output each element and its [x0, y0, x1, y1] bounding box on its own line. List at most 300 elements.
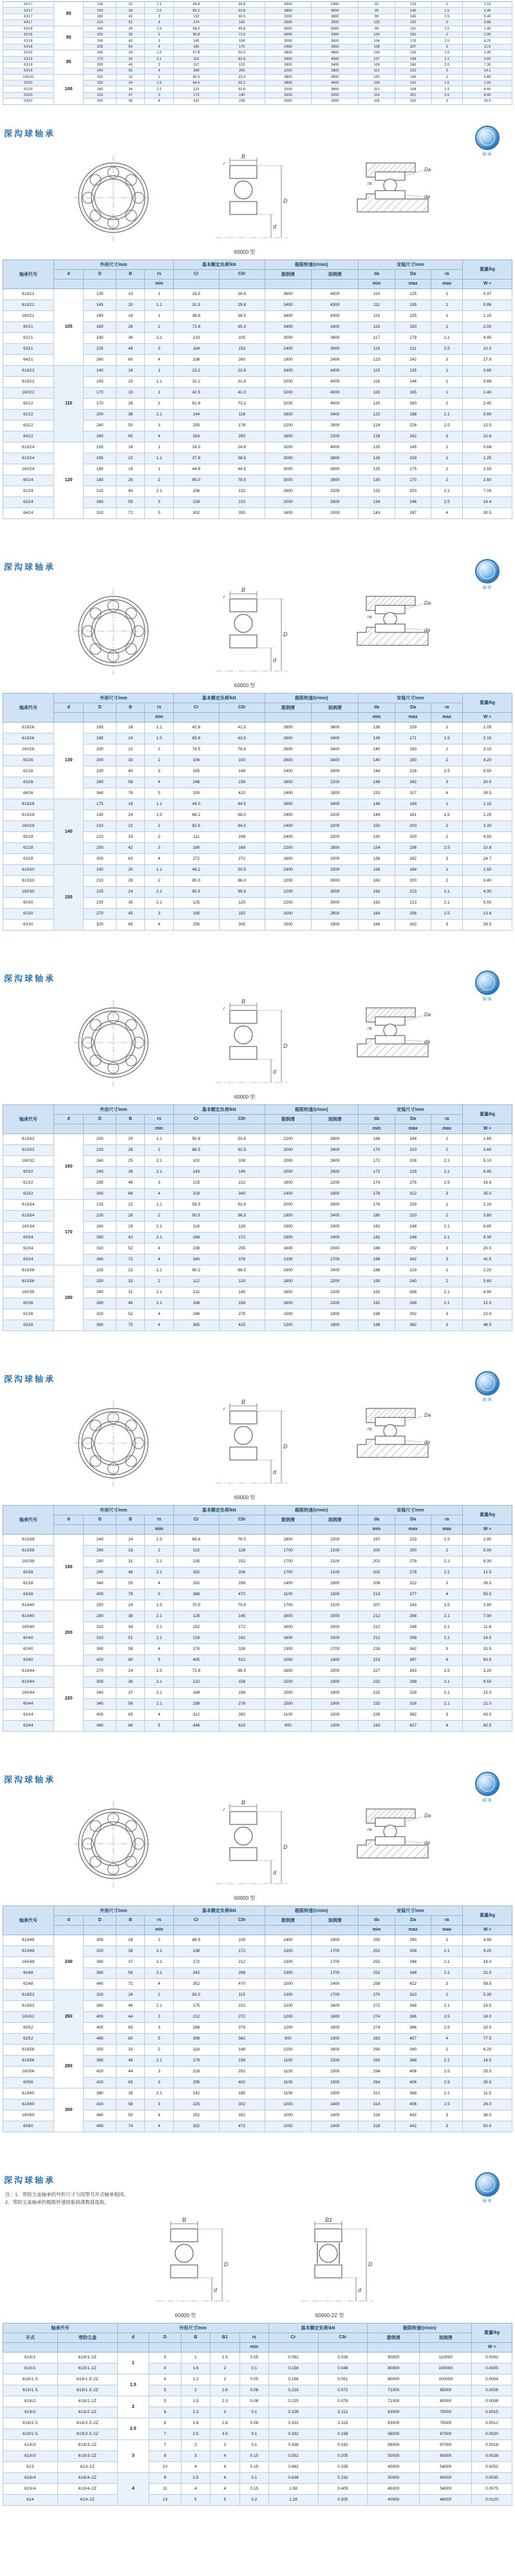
col-subheader: [3, 2342, 58, 2352]
value-cell: 22.6: [463, 431, 512, 442]
value-cell: 14.1: [463, 68, 512, 74]
value-cell: 2200: [265, 886, 312, 897]
value-cell: 4300: [312, 365, 359, 376]
value-cell: 115: [173, 1545, 219, 1556]
value-cell: 228: [395, 1166, 431, 1177]
value-cell: 275: [219, 1309, 265, 1320]
value-cell: 1.28: [268, 2494, 318, 2505]
value-cell: 24: [116, 26, 145, 32]
col-header-grease: 脂润滑: [265, 1114, 312, 1124]
value-cell: 49.8: [219, 26, 265, 32]
col-header-d: d: [53, 703, 84, 712]
bearing-code-cell: 6248: [3, 1978, 54, 1989]
col-subheader: [173, 1524, 219, 1534]
value-cell: 1200: [265, 1320, 312, 1331]
mounting-dimensions-figure: [334, 996, 444, 1101]
value-cell: 5: [145, 2033, 174, 2044]
value-cell: 378: [219, 1254, 265, 1265]
col-header-rs: rs: [145, 1515, 174, 1524]
value-cell: 16.5: [463, 2055, 512, 2066]
value-cell: 180: [84, 14, 117, 19]
bearing-code-cell: 6319: [3, 62, 54, 68]
col-subheader-max: max: [431, 1524, 463, 1534]
value-cell: 2.1: [431, 1166, 463, 1177]
dim-label-B: B: [182, 2216, 187, 2223]
value-cell: 2.1: [145, 1298, 174, 1309]
value-cell: 1700: [265, 1545, 312, 1556]
value-cell: 45: [116, 62, 145, 68]
dim-label-d: d: [273, 1468, 277, 1475]
col-header-da: da: [359, 1515, 395, 1524]
value-cell: 31.8: [219, 376, 265, 387]
value-cell: 2: [431, 1210, 463, 1221]
value-cell: 348: [395, 1956, 431, 1967]
value-cell: 113: [359, 68, 395, 74]
value-cell: 1.15: [463, 2, 512, 8]
table-row: [3, 722, 512, 733]
value-cell: 2: [145, 32, 174, 37]
value-cell: 8.50: [463, 1676, 512, 1687]
bearing-code-cell: 624: [3, 2494, 58, 2505]
value-cell: 186: [395, 62, 431, 68]
value-cell: 340: [395, 2044, 431, 2055]
value-cell: 340: [84, 788, 117, 799]
value-cell: 4: [145, 1254, 174, 1265]
value-cell: 238: [219, 2055, 265, 2066]
value-cell: 377: [395, 1589, 431, 1600]
value-cell: 128: [219, 1545, 265, 1556]
value-cell: 2.1: [145, 1567, 174, 1578]
value-cell: 262: [395, 431, 431, 442]
col-group-dimensions: 外形尺寸/mm: [118, 2323, 269, 2333]
value-cell: 166: [395, 14, 431, 19]
value-cell: 160: [395, 398, 431, 409]
value-cell: 252: [359, 1956, 395, 1967]
value-cell: 8.90: [463, 1287, 512, 1298]
page-title: 深沟球轴承: [4, 562, 56, 572]
table-header: [3, 260, 512, 289]
value-cell: 24: [116, 1600, 145, 1611]
col-subheader: [265, 1124, 312, 1133]
value-cell: 0.432: [268, 2429, 318, 2439]
value-cell: 28: [116, 1144, 145, 1155]
col-header-oil: 油润滑: [312, 1915, 359, 1925]
value-cell: 1: [145, 442, 174, 453]
value-cell: 2.5: [431, 2066, 463, 2077]
value-cell: 60000: [420, 2450, 472, 2461]
bearing-code-cell: 61844: [3, 1665, 54, 1676]
value-cell: 133: [173, 332, 219, 343]
dim-label-Da: Da: [424, 1412, 431, 1418]
value-cell: 92.0: [173, 1989, 219, 2000]
value-cell: 64.5: [173, 80, 219, 86]
value-cell: 48.5: [463, 1320, 512, 1331]
value-cell: 170: [84, 56, 117, 62]
value-cell: 2600: [265, 486, 312, 497]
value-cell: 470: [219, 1589, 265, 1600]
value-cell: 178: [395, 332, 431, 343]
value-cell: 60: [116, 354, 145, 365]
value-cell: 2: [431, 820, 463, 831]
table-row: [3, 2450, 512, 2461]
value-cell: 32.2: [173, 376, 219, 387]
value-cell: 35.0: [463, 1188, 512, 1199]
value-cell: 0.1: [240, 2407, 269, 2418]
value-cell: 292: [359, 2055, 395, 2066]
value-cell: 0.1: [240, 2429, 269, 2439]
bore-diameter-cell: 2: [118, 2396, 149, 2418]
value-cell: 310: [84, 1622, 117, 1633]
mounting-dimensions-figure: [334, 1397, 444, 1501]
value-cell: 46: [116, 2055, 145, 2066]
value-cell: 123: [359, 354, 395, 365]
diagram-area: [3, 1791, 512, 1902]
value-cell: 2: [431, 1144, 463, 1155]
value-cell: 4: [145, 44, 174, 50]
col-header-ra: ra: [431, 269, 463, 279]
col-header-Cr: Cr: [173, 1114, 219, 1124]
value-cell: 250: [84, 1276, 117, 1287]
value-cell: 128: [219, 1221, 265, 1232]
value-cell: 78: [116, 788, 145, 799]
value-cell: 3: [431, 1254, 463, 1265]
value-cell: 0.0015: [472, 2407, 512, 2418]
bearing-code-cell: 16056: [3, 2066, 54, 2077]
value-cell: 1500: [265, 919, 312, 930]
value-cell: 2000: [312, 1611, 359, 1622]
col-subheader: [219, 1124, 265, 1133]
value-cell: 262: [173, 1578, 219, 1589]
catalog-section: [3, 972, 512, 1331]
value-cell: 512: [219, 1654, 265, 1665]
value-cell: 6.25: [463, 38, 512, 44]
dim-label-B: B: [241, 586, 246, 593]
value-cell: 1400: [265, 1578, 312, 1589]
value-cell: 2000: [312, 1622, 359, 1633]
figure-caption: 60000 型: [234, 1094, 256, 1100]
value-cell: 145: [84, 50, 117, 56]
value-cell: 252: [359, 1946, 395, 1956]
dim-label-D: D: [283, 1443, 288, 1450]
value-cell: 3: [145, 2066, 174, 2077]
col-subheader: [219, 1524, 265, 1534]
dim-label-D: D: [283, 1042, 288, 1049]
value-cell: 135: [395, 365, 431, 376]
value-cell: 4: [431, 2033, 463, 2044]
value-cell: 6: [149, 2418, 182, 2429]
bearing-cross-section-figure: [190, 1397, 299, 1501]
value-cell: 4: [145, 354, 174, 365]
value-cell: 24: [116, 80, 145, 86]
value-cell: 298: [395, 1633, 431, 1643]
col-group-limiting-speed: 极限转速/(r/min): [265, 1104, 359, 1114]
value-cell: 215: [84, 92, 117, 98]
bore-diameter-cell: 90: [53, 26, 84, 50]
value-cell: 1: [145, 74, 174, 80]
value-cell: 294: [359, 2077, 395, 2088]
value-cell: 168: [219, 842, 265, 853]
value-cell: 31.5: [173, 299, 219, 310]
value-cell: 150: [84, 376, 117, 387]
value-cell: 170: [84, 387, 117, 398]
value-cell: 328: [219, 1643, 265, 1654]
col-header-weight: 重量/kg: [463, 1104, 512, 1124]
value-cell: 157: [173, 62, 219, 68]
value-cell: 2.1: [431, 486, 463, 497]
value-cell: 0.158: [268, 2374, 318, 2385]
col-header-B1: B1: [210, 2333, 240, 2342]
value-cell: 144: [395, 376, 431, 387]
value-cell: 22: [116, 744, 145, 755]
value-cell: 184: [173, 343, 219, 354]
value-cell: 280: [84, 1287, 117, 1298]
value-cell: 298: [219, 1967, 265, 1978]
dim-label-ra: ra: [368, 1026, 372, 1031]
value-cell: 19: [116, 387, 145, 398]
bearing-code-cell: 618/2.5-2Z: [57, 2418, 117, 2429]
value-cell: 2800: [312, 842, 359, 853]
value-cell: 68.2: [173, 810, 219, 820]
value-cell: 210: [84, 20, 117, 26]
value-cell: 18: [116, 799, 145, 810]
bearing-code-cell: 619/4-2Z: [57, 2483, 117, 2494]
catalog-section-continued: [3, 1, 512, 105]
col-header-d: d: [53, 269, 84, 279]
value-cell: 65: [116, 919, 145, 930]
value-cell: 298: [395, 1622, 431, 1633]
value-cell: 2.5: [431, 2011, 463, 2022]
value-cell: 65: [116, 2022, 145, 2033]
value-cell: 20: [116, 376, 145, 387]
value-cell: 437: [395, 1720, 431, 1731]
dim-label-d: d: [273, 223, 277, 230]
value-cell: 38: [116, 1676, 145, 1687]
value-cell: 3: [431, 2110, 463, 2121]
value-cell: 12.5: [463, 1567, 512, 1578]
col-subheader: [118, 2342, 149, 2352]
value-cell: 202: [359, 1556, 395, 1567]
bearing-code-cell: 16024: [3, 464, 54, 475]
value-cell: 2.1: [431, 1687, 463, 1698]
bore-diameter-cell: 4: [118, 2472, 149, 2505]
value-cell: 4: [145, 2121, 174, 2132]
value-cell: 2.1: [431, 1298, 463, 1309]
value-cell: 20.5: [463, 1243, 512, 1254]
col-subheader: [265, 1925, 312, 1935]
value-cell: 44: [116, 2011, 145, 2022]
value-cell: 110: [173, 56, 219, 62]
value-cell: 3: [145, 2011, 174, 2022]
value-cell: 360: [84, 1643, 117, 1654]
value-cell: 3000: [265, 475, 312, 486]
value-cell: 282: [395, 853, 431, 864]
value-cell: 1900: [312, 1687, 359, 1698]
value-cell: 175: [84, 799, 117, 810]
bearing-code-cell: 6326: [3, 777, 54, 788]
value-cell: 29.8: [219, 299, 265, 310]
value-cell: 192: [219, 908, 265, 919]
value-cell: 16.0: [463, 1633, 512, 1643]
value-cell: 178: [219, 420, 265, 431]
col-subheader: [173, 712, 219, 722]
value-cell: 125: [219, 897, 265, 908]
open-bearing-cross-section-diagram: [131, 2215, 240, 2311]
value-cell: 72: [116, 1978, 145, 1989]
value-cell: 322: [395, 1188, 431, 1199]
col-header-da: da: [359, 1915, 395, 1925]
value-cell: 375: [219, 2022, 265, 2033]
value-cell: 2100: [312, 1600, 359, 1611]
value-cell: 276: [395, 1177, 431, 1188]
value-cell: 79.5: [173, 744, 219, 755]
value-cell: 211: [395, 343, 431, 354]
value-cell: 2.1: [431, 409, 463, 420]
value-cell: 22: [116, 1199, 145, 1210]
bearing-code-cell: 61834: [3, 1199, 54, 1210]
value-cell: 4: [182, 2461, 211, 2472]
value-cell: 1.08: [268, 2483, 318, 2494]
col-subheader: [53, 712, 84, 722]
value-cell: 12.5: [463, 420, 512, 431]
value-cell: 238: [219, 99, 265, 104]
value-cell: 1.5: [431, 50, 463, 56]
value-cell: 278: [173, 1643, 219, 1654]
value-cell: 1800: [265, 777, 312, 788]
value-cell: 80: [116, 2033, 145, 2044]
bore-diameter-cell: 180: [53, 1265, 84, 1331]
col-header-C0r: C0r: [219, 1915, 265, 1925]
value-cell: 3.55: [463, 56, 512, 62]
value-cell: 472: [219, 2121, 265, 2132]
value-cell: 1: [145, 310, 174, 321]
value-cell: 1.60: [463, 1133, 512, 1144]
value-cell: 2.5: [431, 62, 463, 68]
bearing-code-cell: 6318: [3, 38, 54, 44]
value-cell: 96.5: [219, 14, 265, 19]
value-cell: 53.8: [219, 1133, 265, 1144]
value-cell: 24: [116, 50, 145, 56]
value-cell: 44.0: [173, 799, 219, 810]
value-cell: 5.30: [463, 1989, 512, 2000]
value-cell: 295: [219, 431, 265, 442]
value-cell: 320: [84, 1309, 117, 1320]
col-subheader: [53, 1124, 84, 1133]
value-cell: 1500: [265, 1698, 312, 1709]
value-cell: 238: [359, 1709, 395, 1720]
value-cell: 82.5: [463, 1720, 512, 1731]
col-group-limiting-speed: 极限转速/(r/min): [368, 2323, 472, 2333]
bearing-cross-section-figure: [190, 1797, 299, 1902]
value-cell: 8: [149, 2450, 182, 2461]
value-cell: 3600: [312, 38, 359, 44]
col-header-Da: Da: [395, 703, 431, 712]
value-cell: 13: [149, 2494, 182, 2505]
value-cell: 50.0: [219, 50, 265, 56]
value-cell: 106: [173, 755, 219, 766]
value-cell: 317: [395, 788, 431, 799]
value-cell: 165: [173, 766, 219, 777]
value-cell: 22.5: [463, 1967, 512, 1978]
value-cell: 200: [84, 62, 117, 68]
figure-caption: 60000 型: [174, 2312, 196, 2318]
bore-diameter-cell: 110: [53, 365, 84, 442]
bore-diameter-cell: 150: [53, 864, 84, 930]
value-cell: 9: [149, 2472, 182, 2483]
value-cell: 2.10: [463, 1199, 512, 1210]
value-cell: 67000: [420, 2439, 472, 2450]
bearing-code-cell: 61930: [3, 875, 54, 886]
value-cell: 159: [395, 722, 431, 733]
value-cell: 128: [359, 431, 395, 442]
col-subheader-weight: W ≈: [472, 2342, 512, 2352]
value-cell: 50.8: [173, 1133, 219, 1144]
value-cell: 2: [431, 398, 463, 409]
value-cell: 7: [149, 2439, 182, 2450]
value-cell: 122: [359, 409, 395, 420]
value-cell: 81.8: [173, 398, 219, 409]
bearing-code-cell: 6022: [3, 398, 54, 409]
value-cell: 1100: [265, 2066, 312, 2077]
value-cell: 2200: [265, 875, 312, 886]
bore-diameter-cell: 220: [53, 1665, 84, 1731]
value-cell: 262: [395, 777, 431, 788]
col-header-code: 轴承代号: [3, 693, 54, 722]
value-cell: 168: [359, 919, 395, 930]
bearing-code-cell: 16032: [3, 1155, 54, 1166]
value-cell: 99: [359, 14, 395, 19]
value-cell: 38: [116, 2088, 145, 2099]
bearing-code-cell: 61932: [3, 1144, 54, 1155]
value-cell: 82.8: [219, 56, 265, 62]
value-cell: 2.1: [431, 2088, 463, 2099]
value-cell: 139: [395, 299, 431, 310]
value-cell: 58.5: [463, 1978, 512, 1989]
value-cell: 263: [173, 431, 219, 442]
value-cell: 1.1: [145, 1199, 174, 1210]
value-cell: 112: [359, 86, 395, 92]
value-cell: 3: [431, 777, 463, 788]
value-cell: 16: [116, 442, 145, 453]
value-cell: 4: [182, 2483, 211, 2494]
value-cell: 0.0120: [472, 2494, 512, 2505]
value-cell: 388: [173, 1589, 219, 1600]
col-subheader-min: min: [359, 1524, 395, 1534]
value-cell: 124: [359, 420, 395, 431]
value-cell: 2.1: [431, 1946, 463, 1956]
value-cell: 260: [84, 354, 117, 365]
bearing-code-cell: 6240: [3, 1643, 54, 1654]
bearing-code-cell: 618/2.5: [3, 2418, 58, 2429]
value-cell: 1.5: [431, 1600, 463, 1611]
value-cell: 4: [145, 99, 174, 104]
col-group-mounting: 安装尺寸/mm: [359, 1104, 463, 1114]
value-cell: 562: [219, 2033, 265, 2044]
table-row: [3, 442, 512, 453]
value-cell: 242: [173, 1967, 219, 1978]
mounting-dimensions-figure: [334, 151, 444, 256]
value-cell: 44.8: [173, 464, 219, 475]
value-cell: 146: [359, 799, 395, 810]
dim-label-Da: Da: [424, 600, 431, 606]
value-cell: 5: [145, 1720, 174, 1731]
col-subheader-max: max: [395, 1925, 431, 1935]
value-cell: 0.048: [318, 2363, 368, 2374]
value-cell: 4: [145, 1578, 174, 1589]
value-cell: 1800: [312, 1578, 359, 1589]
value-cell: 54000: [420, 2483, 472, 2494]
value-cell: 7.90: [463, 1611, 512, 1622]
value-cell: 188: [359, 1243, 395, 1254]
